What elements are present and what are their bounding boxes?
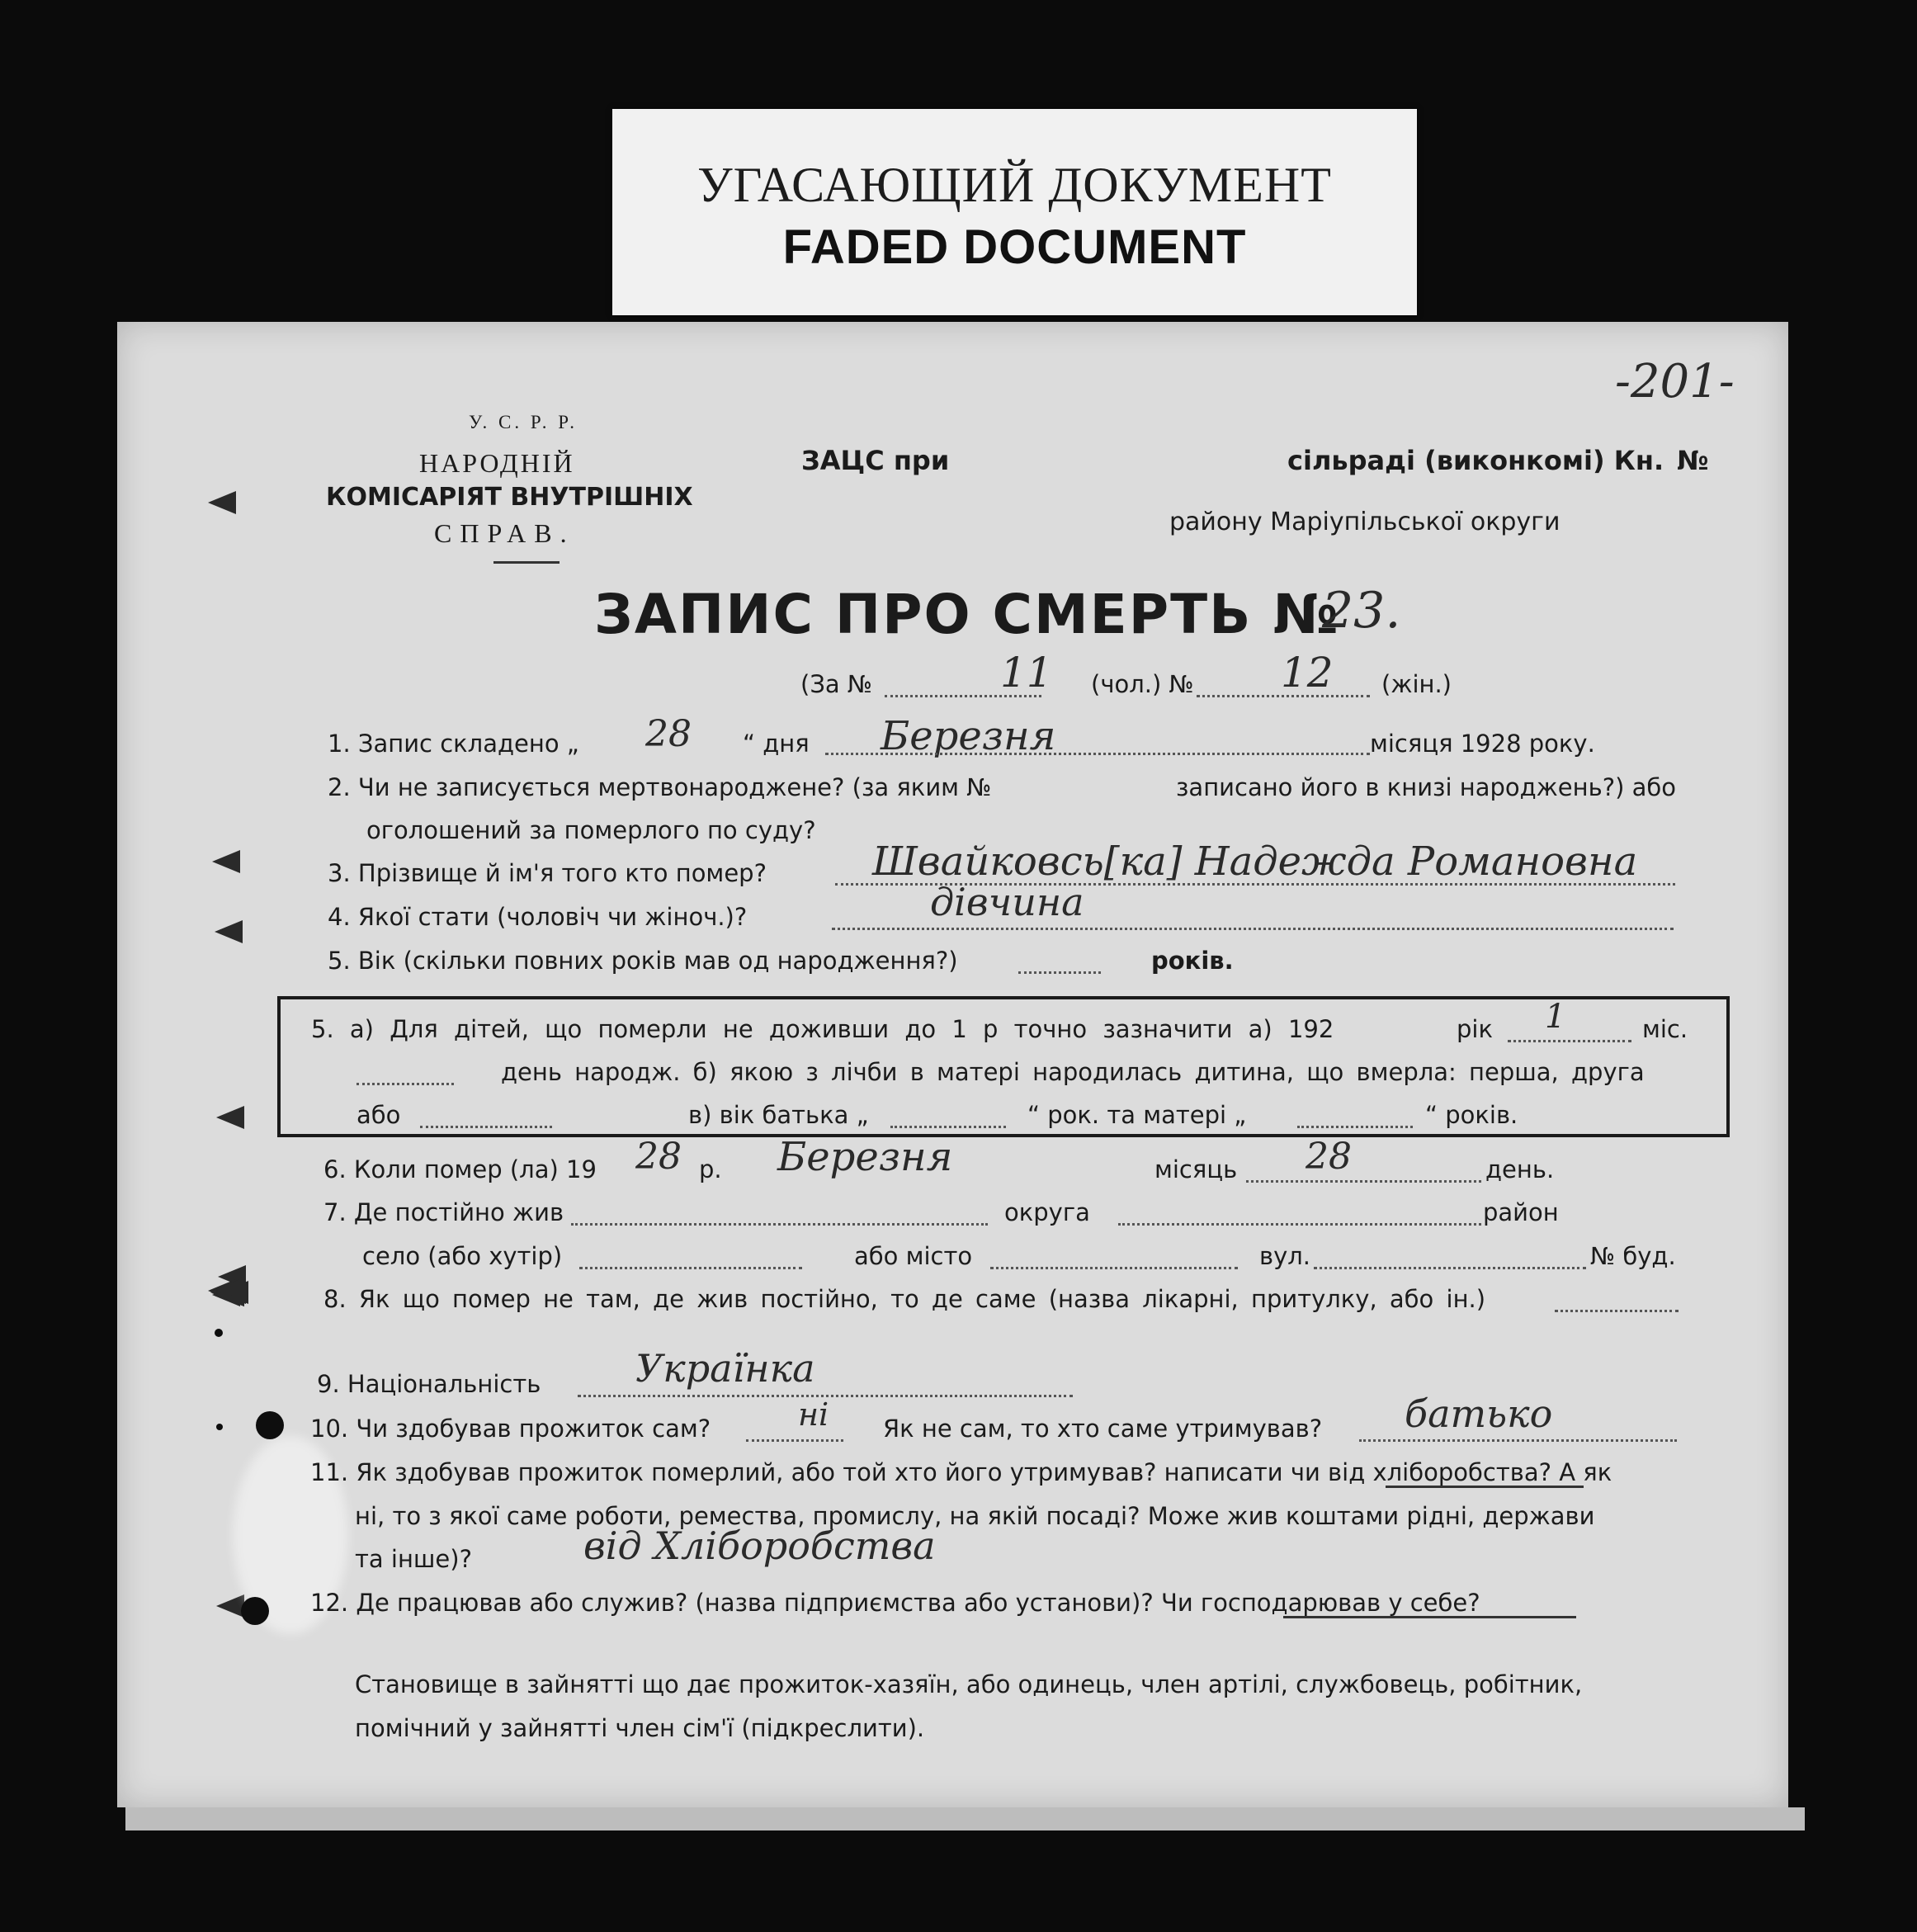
item-9-label: 9. Національність xyxy=(317,1370,541,1398)
punch-hole-1 xyxy=(256,1411,284,1439)
item-7-rayon: район xyxy=(1483,1198,1559,1226)
item-6-r: р. xyxy=(699,1155,722,1183)
item-6-day-line xyxy=(1246,1180,1481,1183)
record-number: 23. xyxy=(1322,582,1401,640)
item-7-bud: № буд. xyxy=(1590,1242,1676,1270)
footer-line-1: Становище в зайнятті що дає прожиток-хазяїн, або одинець, член артілі, службовець, робітник, xyxy=(355,1670,1583,1698)
item-7-misto: або місто xyxy=(854,1242,973,1270)
item-7-line-2 xyxy=(1118,1223,1481,1226)
female-number: 12 xyxy=(1281,649,1334,697)
item-5-box-mis: міс. xyxy=(1642,1015,1688,1043)
item-5-box-abo: або xyxy=(356,1101,401,1129)
binding-notch-4 xyxy=(216,1106,244,1129)
item-2-label-b: записано його в книзі народжень?) або xyxy=(1176,773,1677,801)
item-3-label: 3. Прізвище й ім'я того кто помер? xyxy=(328,859,767,887)
item-7-okruha: округа xyxy=(1004,1198,1090,1226)
counts-prefix: (За № xyxy=(800,670,873,698)
header-sprav: СПРАВ. xyxy=(434,518,575,548)
binding-notch-52 xyxy=(216,1594,244,1618)
faded-document-stamp xyxy=(612,109,1417,315)
item-5-box-mother: “ рок. та матері „ xyxy=(1027,1101,1247,1129)
item-10-label: 10. Чи здобував прожиток сам? xyxy=(310,1415,711,1443)
item-2-label-a: 2. Чи не записується мертвонароджене? (за яким № xyxy=(328,773,992,801)
item-10-label-b: Як не сам, то хто саме утримував? xyxy=(883,1415,1323,1443)
punch-hole-4 xyxy=(216,1424,223,1430)
item-10-line-1 xyxy=(746,1439,843,1442)
header-zacs: ЗАЦС при xyxy=(801,445,950,476)
punch-hole-3 xyxy=(215,1329,223,1337)
item-11-occupation: від Хліборобства xyxy=(583,1523,936,1568)
binding-notch-3 xyxy=(215,920,243,943)
item-1-day: 28 xyxy=(645,713,692,755)
stamp-line-en: FADED DOCUMENT xyxy=(782,220,1247,274)
item-4-sex: дівчина xyxy=(930,880,1084,924)
item-11-label-b: ні, то з якої саме роботи, ремества, промислу, на якій посаді? Може жив коштами рідні, держави xyxy=(355,1502,1595,1530)
binding-notch-1 xyxy=(208,491,236,514)
item-1-month: Березня xyxy=(881,713,1056,759)
item-5-children-box xyxy=(277,996,1730,1137)
item-5-box-father: в) вік батька „ xyxy=(688,1101,869,1129)
item-1-dnya: “ дня xyxy=(743,730,810,758)
item-8-label: 8. Як що помер не там, де жив постійно, то де саме (назва лікарні, притулку, або ін.) xyxy=(323,1285,1486,1313)
item-1-label: 1. Запис складено „ xyxy=(328,730,579,758)
item-7-line-3 xyxy=(579,1267,802,1269)
item-6-year: 28 xyxy=(635,1136,682,1178)
item-5-line xyxy=(1018,971,1101,974)
header-rule xyxy=(493,561,560,564)
footer-line-2: помічний у зайнятті член сім'ї (підкреслити). xyxy=(355,1714,925,1742)
item-12-label: 12. Де працював або служив? (назва підприємства або установи)? Чи господарював у себе? xyxy=(310,1589,1480,1617)
item-5-label: 5. Вік (скільки повних років мав од народження?) xyxy=(328,947,958,975)
male-number: 11 xyxy=(1000,649,1053,697)
item-7-vul: вул. xyxy=(1259,1242,1311,1270)
header-rayonu: району Маріупільської округи xyxy=(1169,508,1561,536)
item-3-name: Швайковсь[ка] Надежда Романовна xyxy=(872,838,1638,885)
binding-notch-2 xyxy=(212,850,240,873)
item-2-label-c: оголошений за померлого по суду? xyxy=(366,816,816,844)
punch-hole-2 xyxy=(241,1597,269,1625)
item-7-label: 7. Де постійно жив xyxy=(323,1198,564,1226)
item-7-line-5 xyxy=(1314,1267,1586,1269)
item-6-day: 28 xyxy=(1306,1136,1352,1178)
item-5-box-rik: рік xyxy=(1457,1015,1493,1043)
item-6-den: день. xyxy=(1485,1155,1555,1183)
header-narodniy: НАРОДНІЙ xyxy=(419,448,575,478)
item-6-month: Березня xyxy=(777,1134,953,1180)
item-5-box-line2: день народж. б) якою з лічби в матері народилась дитина, що вмерла: перша, друга xyxy=(501,1058,1645,1086)
item-11-underline xyxy=(1386,1486,1584,1488)
header-komisariat: КОМІСАРІЯТ ВНУТРІШНІХ xyxy=(326,483,693,512)
counts-male-label: (чол.) № xyxy=(1091,670,1194,698)
item-1-month-line xyxy=(825,753,1370,755)
header-number-sign: № xyxy=(1677,445,1709,476)
record-title: ЗАПИС ПРО СМЕРТЬ № xyxy=(594,583,1340,646)
header-ussr: У. С. Р. Р. xyxy=(469,412,578,432)
binding-notch-51 xyxy=(216,1278,244,1301)
item-7-selo: село (або хутір) xyxy=(362,1242,563,1270)
item-1-year: місяця 1928 року. xyxy=(1370,730,1595,758)
stamp-line-ru: УГАСАЮЩИЙ ДОКУМЕНТ xyxy=(697,158,1332,212)
item-7-line-4 xyxy=(990,1267,1238,1269)
item-10-self: ні xyxy=(798,1396,829,1433)
item-10-supporter: батько xyxy=(1405,1391,1553,1436)
counts-female-label: (жін.) xyxy=(1381,670,1452,698)
item-5-box-rokiv: “ років. xyxy=(1425,1101,1518,1129)
item-11-label-a: 11. Як здобував прожиток померлий, або той хто його утримував? написати чи від хліборобства? А як xyxy=(310,1458,1612,1486)
item-11-label-c: та інше)? xyxy=(355,1545,472,1573)
item-8-line xyxy=(1555,1310,1679,1312)
item-5-rokiv: років. xyxy=(1151,947,1234,975)
item-5-box-month: 1 xyxy=(1545,998,1566,1036)
item-6-misyats: місяць xyxy=(1154,1155,1238,1183)
sheet-number: -201- xyxy=(1615,355,1735,409)
item-4-label: 4. Якої стати (чоловіч чи жіноч.)? xyxy=(328,903,748,931)
item-12-underline xyxy=(1283,1616,1576,1618)
item-9-nationality: Українка xyxy=(635,1346,815,1391)
item-4-line xyxy=(832,928,1674,930)
item-10-line-2 xyxy=(1359,1439,1677,1442)
item-6-label: 6. Коли помер (ла) 19 xyxy=(323,1155,597,1183)
item-7-line-1 xyxy=(571,1223,988,1226)
item-5-box-line1: 5. а) Для дітей, що померли не доживши до 1 р точно зазначити а) 192 xyxy=(311,1015,1334,1043)
header-silradi: сільраді (виконкомі) Кн. xyxy=(1287,445,1664,476)
